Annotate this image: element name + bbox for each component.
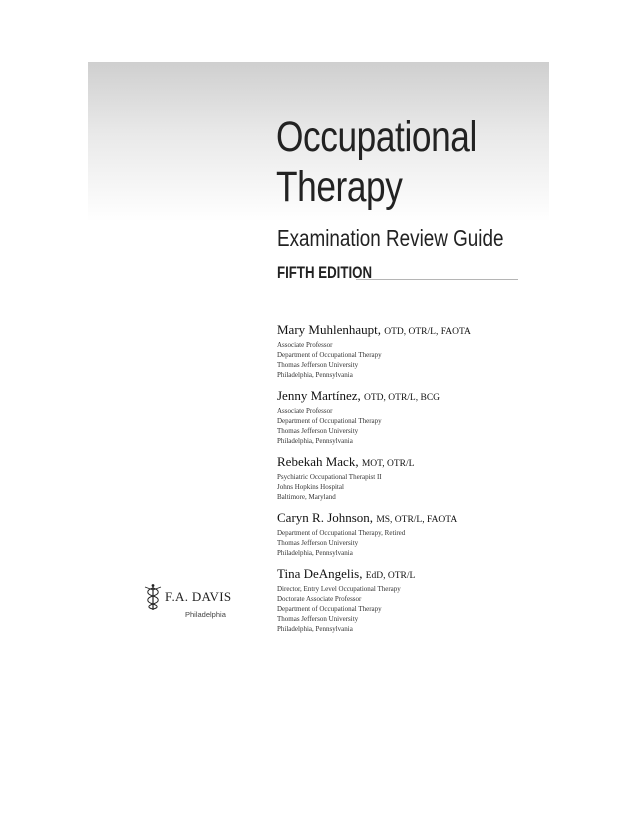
author-affiliation-line: Thomas Jefferson University	[277, 427, 359, 435]
author-affiliation-line: Department of Occupational Therapy	[277, 351, 382, 359]
author-affiliation-line: Philadelphia, Pennsylvania	[277, 625, 353, 633]
author-affiliation-line: Philadelphia, Pennsylvania	[277, 371, 353, 379]
book-title	[276, 112, 477, 212]
author-entry	[277, 454, 577, 502]
author-credentials: OTD, OTR/L, BCG	[364, 393, 441, 403]
author-affiliation-line: Department of Occupational Therapy	[277, 417, 382, 425]
author-affiliation-line: Baltimore, Maryland	[277, 493, 336, 501]
title-line-2: Therapy	[276, 163, 403, 211]
author-affiliation-line: Philadelphia, Pennsylvania	[277, 549, 353, 557]
publisher-logo-row	[144, 583, 231, 611]
author-credentials: OTD, OTR/L, FAOTA	[384, 327, 471, 337]
author-name-line	[277, 388, 577, 406]
author-credentials: EdD, OTR/L	[365, 571, 416, 581]
author-entry	[277, 566, 577, 634]
author-credentials: MS, OTR/L, FAOTA	[376, 515, 458, 525]
author-affiliation-line: Associate Professor	[277, 407, 333, 415]
book-subtitle: Examination Review Guide	[277, 225, 504, 251]
author-name-line	[277, 322, 577, 340]
author-affiliation-line: Johns Hopkins Hospital	[277, 483, 344, 491]
author-name: Rebekah Mack,	[277, 454, 359, 469]
author-entry	[277, 388, 577, 446]
author-entry	[277, 322, 577, 380]
caduceus-logo-icon	[144, 583, 162, 611]
publisher-name: F.A. DAVIS	[165, 589, 232, 604]
author-affiliation-line: Doctorate Associate Professor	[277, 595, 362, 603]
author-affiliation-line: Thomas Jefferson University	[277, 539, 359, 547]
edition-label: FIFTH EDITION	[277, 263, 373, 282]
author-affiliation-line: Department of Occupational Therapy	[277, 605, 382, 613]
author-affiliation-line: Department of Occupational Therapy, Retired	[277, 529, 406, 537]
author-name-line	[277, 454, 577, 472]
publisher-block	[144, 583, 231, 619]
author-affiliation-line: Philadelphia, Pennsylvania	[277, 437, 353, 445]
author-list	[277, 322, 577, 642]
author-name-line	[277, 566, 577, 584]
author-name: Jenny Martínez,	[277, 388, 361, 403]
publisher-city: Philadelphia	[185, 610, 226, 619]
title-line-1: Occupational	[276, 113, 477, 161]
author-entry	[277, 510, 577, 558]
author-affiliation-line: Director, Entry Level Occupational Therapy	[277, 585, 401, 593]
author-credentials: MOT, OTR/L	[361, 459, 415, 469]
author-name: Tina DeAngelis,	[277, 566, 363, 581]
author-affiliation-line: Thomas Jefferson University	[277, 361, 359, 369]
author-affiliation-line: Associate Professor	[277, 341, 333, 349]
author-affiliation-line: Thomas Jefferson University	[277, 615, 359, 623]
author-affiliation-line: Psychiatric Occupational Therapist II	[277, 473, 382, 481]
edition-divider	[356, 279, 518, 280]
author-name-line	[277, 510, 577, 528]
author-name: Mary Muhlenhaupt,	[277, 322, 381, 337]
author-name: Caryn R. Johnson,	[277, 510, 374, 525]
